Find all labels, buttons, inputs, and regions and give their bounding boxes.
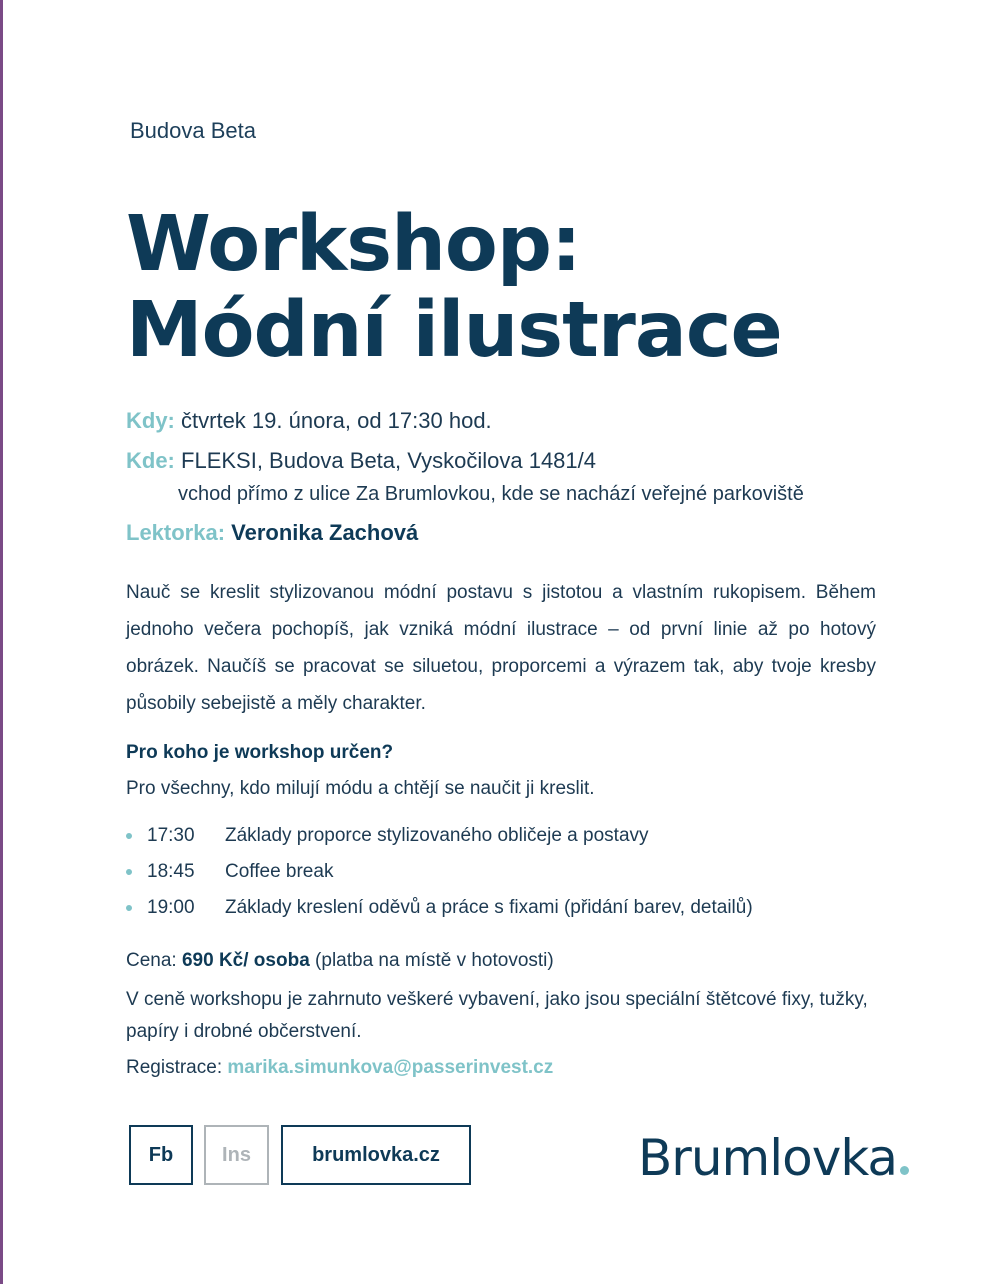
website-button[interactable]: brumlovka.cz: [281, 1125, 471, 1185]
target-heading: Pro koho je workshop určen?: [126, 742, 394, 763]
registration-label: Registrace:: [126, 1057, 223, 1078]
schedule-time: 19:00: [147, 897, 195, 918]
target-text: Pro všechny, kdo milují módu a chtějí se naučit ji kreslit.: [126, 778, 595, 799]
schedule-time: 17:30: [147, 825, 195, 846]
bullet-icon: [126, 905, 132, 911]
title-line-1: Workshop:: [126, 200, 581, 289]
schedule-time: 18:45: [147, 861, 195, 882]
lecturer-label: Lektorka:: [126, 520, 226, 545]
left-border-rule: [0, 0, 3, 1284]
building-name: Budova Beta: [130, 118, 256, 143]
where-label: Kde:: [126, 448, 175, 473]
schedule-item: [126, 854, 753, 890]
brumlovka-logo: [638, 1130, 909, 1186]
schedule-text: Coffee break: [225, 861, 334, 882]
where-value: FLEKSI, Budova Beta, Vyskočilova 1481/4: [181, 448, 596, 473]
instagram-button[interactable]: Ins: [204, 1125, 269, 1185]
registration-email-link[interactable]: marika.simunkova@passerinvest.cz: [227, 1057, 554, 1078]
schedule-text: Základy proporce stylizovaného obličeje a postavy: [225, 825, 649, 846]
logo-text: Brumlovka: [638, 1129, 898, 1187]
schedule-text: Základy kreslení oděvů a práce s fixami (přidání barev, detailů): [225, 897, 753, 918]
schedule-list: [126, 818, 753, 926]
when-value: čtvrtek 19. února, od 17:30 hod.: [181, 408, 492, 433]
schedule-item: [126, 890, 753, 926]
where-note: vchod přímo z ulice Za Brumlovkou, kde se nachází veřejné parkoviště: [178, 483, 804, 505]
title-line-2: Módní ilustrace: [126, 286, 782, 375]
description: Nauč se kreslit stylizovanou módní postavu s jistotou a vlastním rukopisem. Během jednoho večera pochopíš, jak vzniká módní ilustrace – od první linie až po hotový obrázek. Naučíš se pracovat se siluetou, proporcemi a výrazem tak, aby tvoje kresby působily sebejistě a měly charakter.: [126, 582, 876, 714]
when-row: [126, 408, 492, 434]
bullet-icon: [126, 869, 132, 875]
page-title: [126, 202, 782, 374]
price-label: Cena:: [126, 950, 177, 971]
price-included: V ceně workshopu je zahrnuto veškeré vybavení, jako jsou speciální štětcové fixy, tužky, papíry i drobné občerstvení.: [126, 989, 868, 1042]
lecturer-row: [126, 520, 418, 546]
schedule-item: [126, 818, 753, 854]
price-note: (platba na místě v hotovosti): [315, 950, 554, 971]
logo-dot-icon: [900, 1166, 909, 1175]
price-value: 690 Kč/ osoba: [181, 950, 310, 971]
bullet-icon: [126, 833, 132, 839]
where-row: [126, 448, 596, 474]
price-row: [126, 950, 554, 972]
facebook-button[interactable]: Fb: [129, 1125, 193, 1185]
registration-row: [126, 1057, 553, 1079]
when-label: Kdy:: [126, 408, 175, 433]
lecturer-name: Veronika Zachová: [231, 520, 419, 545]
